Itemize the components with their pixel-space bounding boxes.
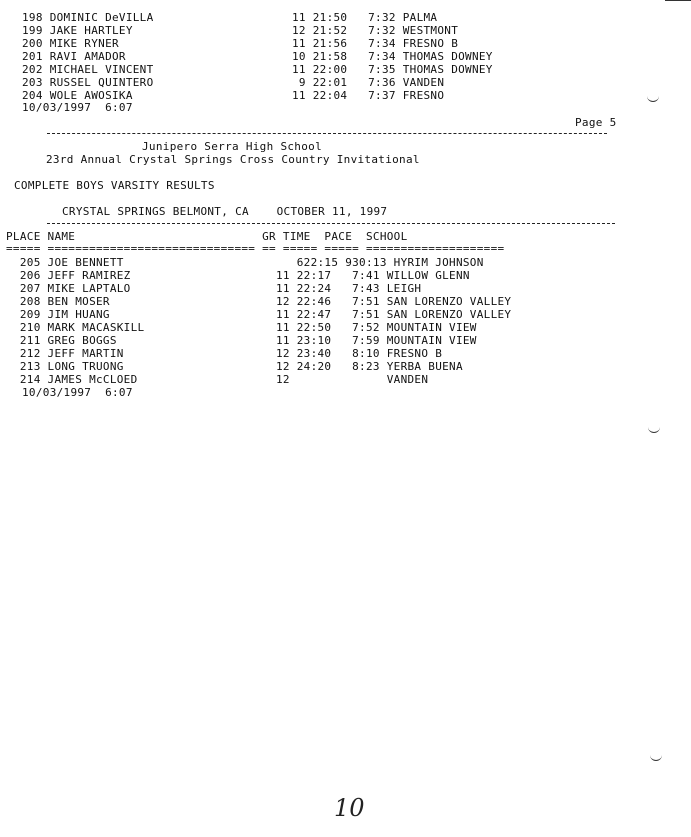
edge-rule (665, 0, 691, 1)
separator-dashed (47, 223, 615, 224)
results-title: COMPLETE BOYS VARSITY RESULTS (14, 179, 215, 192)
handwritten-page-note: 10 (334, 794, 365, 822)
table-row: 202 MICHAEL VINCENT 11 22:00 7:35 THOMAS DOWNEY (22, 63, 493, 76)
table-row: 206 JEFF RAMIREZ 11 22:17 7:41 WILLOW GLENN (6, 269, 470, 282)
margin-mark (650, 755, 662, 761)
table-row: 201 RAVI AMADOR 10 21:58 7:34 THOMAS DOWNEY (22, 50, 493, 63)
table-row: 203 RUSSEL QUINTERO 9 22:01 7:36 VANDEN (22, 76, 445, 89)
table-row: 207 MIKE LAPTALO 11 22:24 7:43 LEIGH (6, 282, 422, 295)
table-header: PLACE NAME GR TIME PACE SCHOOL (6, 230, 408, 243)
table-row: 212 JEFF MARTIN 12 23:40 8:10 FRESNO B (6, 347, 443, 360)
table-row: 214 JAMES McCLOED 12 VANDEN (6, 373, 429, 386)
margin-mark (648, 427, 660, 433)
table-row: 208 BEN MOSER 12 22:46 7:51 SAN LORENZO VALLEY (6, 295, 512, 308)
page-number: Page 5 (575, 116, 617, 129)
table-row: 204 WOLE AWOSIKA 11 22:04 7:37 FRESNO (22, 89, 445, 102)
event-name: 23rd Annual Crystal Springs Cross Country Invitational (46, 153, 420, 166)
table-row: 211 GREG BOGGS 11 23:10 7:59 MOUNTAIN VIEW (6, 334, 477, 347)
table-row: 199 JAKE HARTLEY 12 21:52 7:32 WESTMONT (22, 24, 459, 37)
table-header-underline: ===== ============================== == ===== ===== ==================== (6, 242, 505, 255)
school-name: Junipero Serra High School (142, 140, 322, 153)
timestamp: 10/03/1997 6:07 (22, 101, 133, 114)
table-row: 200 MIKE RYNER 11 21:56 7:34 FRESNO B (22, 37, 459, 50)
timestamp: 10/03/1997 6:07 (22, 386, 133, 399)
table-row: 210 MARK MACASKILL 11 22:50 7:52 MOUNTAIN VIEW (6, 321, 477, 334)
venue-date-line: CRYSTAL SPRINGS BELMONT, CA OCTOBER 11, 1997 (62, 205, 388, 218)
table-row: 205 JOE BENNETT 622:15 930:13 HYRIM JOHNSON (6, 256, 484, 269)
table-row: 209 JIM HUANG 11 22:47 7:51 SAN LORENZO VALLEY (6, 308, 512, 321)
table-row: 213 LONG TRUONG 12 24:20 8:23 YERBA BUENA (6, 360, 463, 373)
margin-mark (647, 96, 659, 102)
separator-dashed (47, 133, 607, 134)
table-row: 198 DOMINIC DeVILLA 11 21:50 7:32 PALMA (22, 11, 438, 24)
